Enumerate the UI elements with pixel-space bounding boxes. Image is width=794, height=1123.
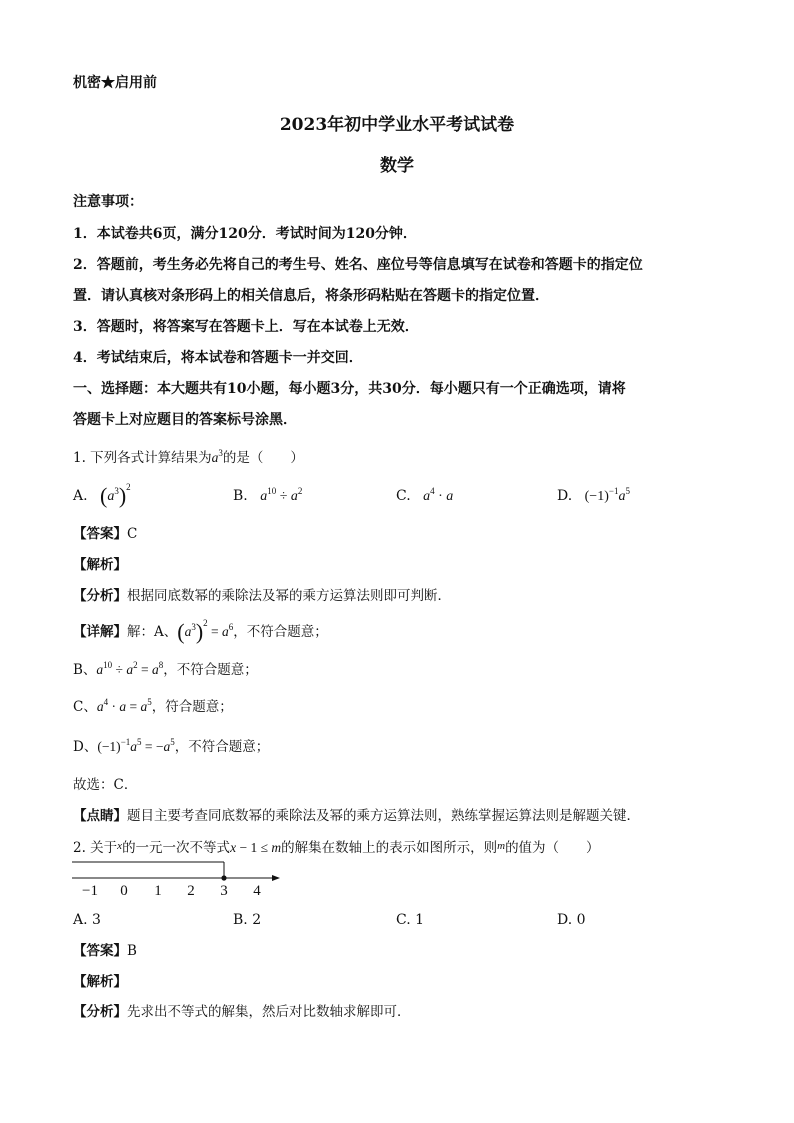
q1-choice: 故选：C．: [73, 777, 138, 793]
notice-line-2a: 2．答题前，考生务必先将自己的考生号、姓名、座位号等信息填写在试卷和答题卡的指定位: [73, 257, 643, 273]
tick-label: 3: [220, 883, 228, 899]
q2-option-b: B. 2: [233, 912, 262, 928]
solution-endpoint-dot: [221, 875, 226, 880]
notice-heading: 注意事项：: [73, 194, 143, 210]
q1-detail-d: D、$(-1)^{-1}a^5 = -a^5$，不符合题意；: [73, 737, 270, 755]
notice-line-4: 4．考试结束后，将本试卷和答题卡一并交回．: [73, 350, 363, 366]
q1-detail-a: 【详解】解：A、$(a^3)^2 = a^6$，不符合题意；: [73, 618, 328, 644]
notice-line-2b: 置．请认真核对条形码上的相关信息后，将条形码粘贴在答题卡的指定位置．: [73, 288, 549, 304]
q1-answer: 【答案】C: [73, 526, 138, 542]
q2-jiexi: 【解析】: [73, 974, 127, 990]
section-1-line-b: 答题卡上对应题目的答案标号涂黑．: [73, 412, 297, 428]
tick-label: 4: [253, 883, 261, 899]
q1-option-a: A. $(a^3)^2$: [73, 482, 131, 508]
tick-label: 2: [187, 883, 195, 899]
q1-detail-c: C、$a^4 \cdot a = a^5$，符合题意；: [73, 697, 233, 715]
q2-analysis: 【分析】先求出不等式的解集，然后对比数轴求解即可．: [73, 1004, 411, 1020]
subject-title: 数学: [380, 156, 414, 176]
notice-line-3: 3．答题时，将答案写在答题卡上．写在本试卷上无效．: [73, 319, 419, 335]
number-line-figure: [68, 858, 284, 900]
q2-option-a: A. 3: [73, 912, 101, 928]
exam-title: 2023年初中学业水平考试试卷: [279, 115, 515, 135]
q2-answer: 【答案】B: [73, 943, 137, 959]
tick-label: 0: [120, 883, 128, 899]
notice-line-1: 1．本试卷共6页，满分120分．考试时间为120分钟．: [73, 226, 417, 242]
q2-option-d: D. 0: [557, 912, 586, 928]
q1-option-c: C. $a^4 \cdot a$: [396, 486, 454, 504]
q1-jiexi: 【解析】: [73, 557, 127, 573]
tick-label: −1: [82, 883, 98, 899]
q1-option-d: D. $(-1)^{-1}a^5$: [557, 486, 630, 504]
q1-stem: 1. 下列各式计算结果为$a^3$的是（ ）: [73, 448, 304, 466]
number-line-arrow: [272, 875, 280, 881]
tick-label: 1: [154, 883, 162, 899]
q2-stem: 2. 关于$^x$的一元一次不等式x − 1 ≤ m的解集在数轴上的表示如图所示，则$^m$的值为（ ）: [73, 840, 600, 856]
section-1-line-a: 一、选择题：本大题共有10小题，每小题3分，共30分．每小题只有一个正确选项，请将: [73, 381, 626, 397]
q2-option-c: C. 1: [396, 912, 425, 928]
q1-detail-b: B、$a^{10} \div a^2 = a^8$，不符合题意；: [73, 660, 258, 678]
q1-analysis: 【分析】根据同底数幂的乘除法及幂的乘方运算法则即可判断．: [73, 588, 451, 604]
q1-option-b: B. $a^{10} \div a^2$: [233, 486, 303, 504]
q1-comment: 【点睛】题目主要考查同底数幂的乘除法及幂的乘方运算法则，熟练掌握运算法则是解题关键．: [73, 808, 640, 824]
confidential-mark: 机密★启用前: [73, 75, 157, 91]
